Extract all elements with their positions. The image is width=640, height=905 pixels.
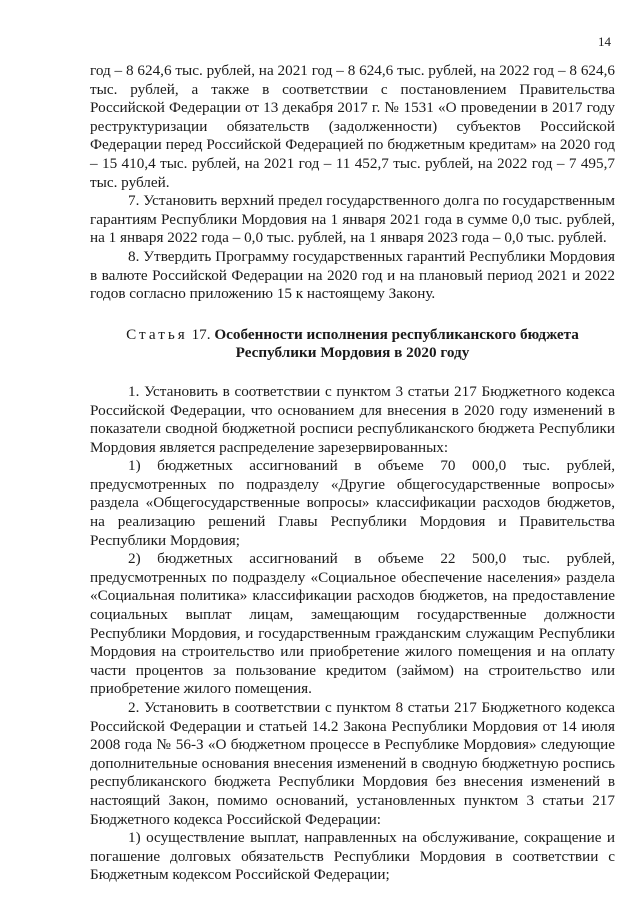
article-heading (90, 326, 615, 363)
page-number: 14 (598, 34, 611, 49)
document-body (90, 62, 615, 885)
article-paragraph-1: 1. Установить в соответствии с пунктом 3 статьи 217 Бюджетного кодекса Российской Федерации, что основанием для внесения в 2020 году изменений в показатели сводной бюджетной росписи республиканского бюджета Республики Мордовия является распределение зарезервированных: (90, 382, 615, 456)
article-paragraph-2: 2. Установить в соответствии с пунктом 8 статьи 217 Бюджетного кодекса Российской Федерации и статьей 14.2 Закона Республики Мордовия от 14 июля 2008 года № 56-З «О бюджетном процессе в Республике Мордовия» следующие дополнительные основания внесения изменений в сводную бюджетную роспись республиканского бюджета Республики Мордовия без внесения изменений в настоящий Закон, помимо оснований, установленных пунктом 3 статьи 217 Бюджетного кодекса Российской Федерации: (90, 699, 615, 828)
article-subitem-1: 1) бюджетных ассигнований в объеме 70 000,0 тыс. рублей, предусмотренных по подразделу «Другие общегосударственные вопросы» раздела «Общегосударственные вопросы» классификации расходов бюджетов, на реализацию решений Главы Республики Мордовия и Правительства Республики Мордовия; (90, 457, 615, 549)
article-paragraph-2-subitem-1: 1) осуществление выплат, направленных на обслуживание, сокращение и погашение долговых обязательств Республики Мордовия в соответствии с Бюджетным кодексом Российской Федерации; (90, 829, 615, 884)
article-word: Статья (126, 325, 188, 343)
paragraph-item-7: 7. Установить верхний предел государственного долга по государственным гарантиям Республики Мордовия на 1 января 2021 года в сумме 0,0 тыс. рублей, на 1 января 2022 года – 0,0 тыс. рублей, на 1 января 2023 года – 0,0 тыс. рублей. (90, 192, 615, 247)
article-number: 17. (191, 325, 211, 343)
article-title: Особенности исполнения республиканского бюджета Республики Мордовия в 2020 году (214, 325, 579, 362)
paragraph-continuation: год – 8 624,6 тыс. рублей, на 2021 год – 8 624,6 тыс. рублей, на 2022 год – 8 624,6 тыс. рублей, а также в соответствии с постановлением Правительства Российской Федерации от 13 декабря 2017 г. № 1531 «О проведении в 2017 году реструктуризации обязательств (задолженности) субъектов Российской Федерации перед Российской Федерацией по бюджетным кредитам» на 2020 год – 15 410,4 тыс. рублей, на 2021 год – 11 452,7 тыс. рублей, на 2022 год – 7 495,7 тыс. рублей. (90, 62, 615, 191)
paragraph-item-8: 8. Утвердить Программу государственных гарантий Республики Мордовия в валюте Российской Федерации на 2020 год и на плановый период 2021 и 2022 годов согласно приложению 15 к настоящему Закону. (90, 247, 615, 303)
article-subitem-2: 2) бюджетных ассигнований в объеме 22 500,0 тыс. рублей, предусмотренных по подразделу «Социальное обеспечение населения» раздела «Социальная политика» классификации расходов бюджетов, на предоставление социальных выплат лицам, замещающим государственные должности Республики Мордовия, и государственным гражданским служащим Республики Мордовия на строительство или приобретение жилого помещения и на оплату части процентов за пользование кредитом (займом) на строительство или приобретение жилого помещения. (90, 550, 615, 698)
